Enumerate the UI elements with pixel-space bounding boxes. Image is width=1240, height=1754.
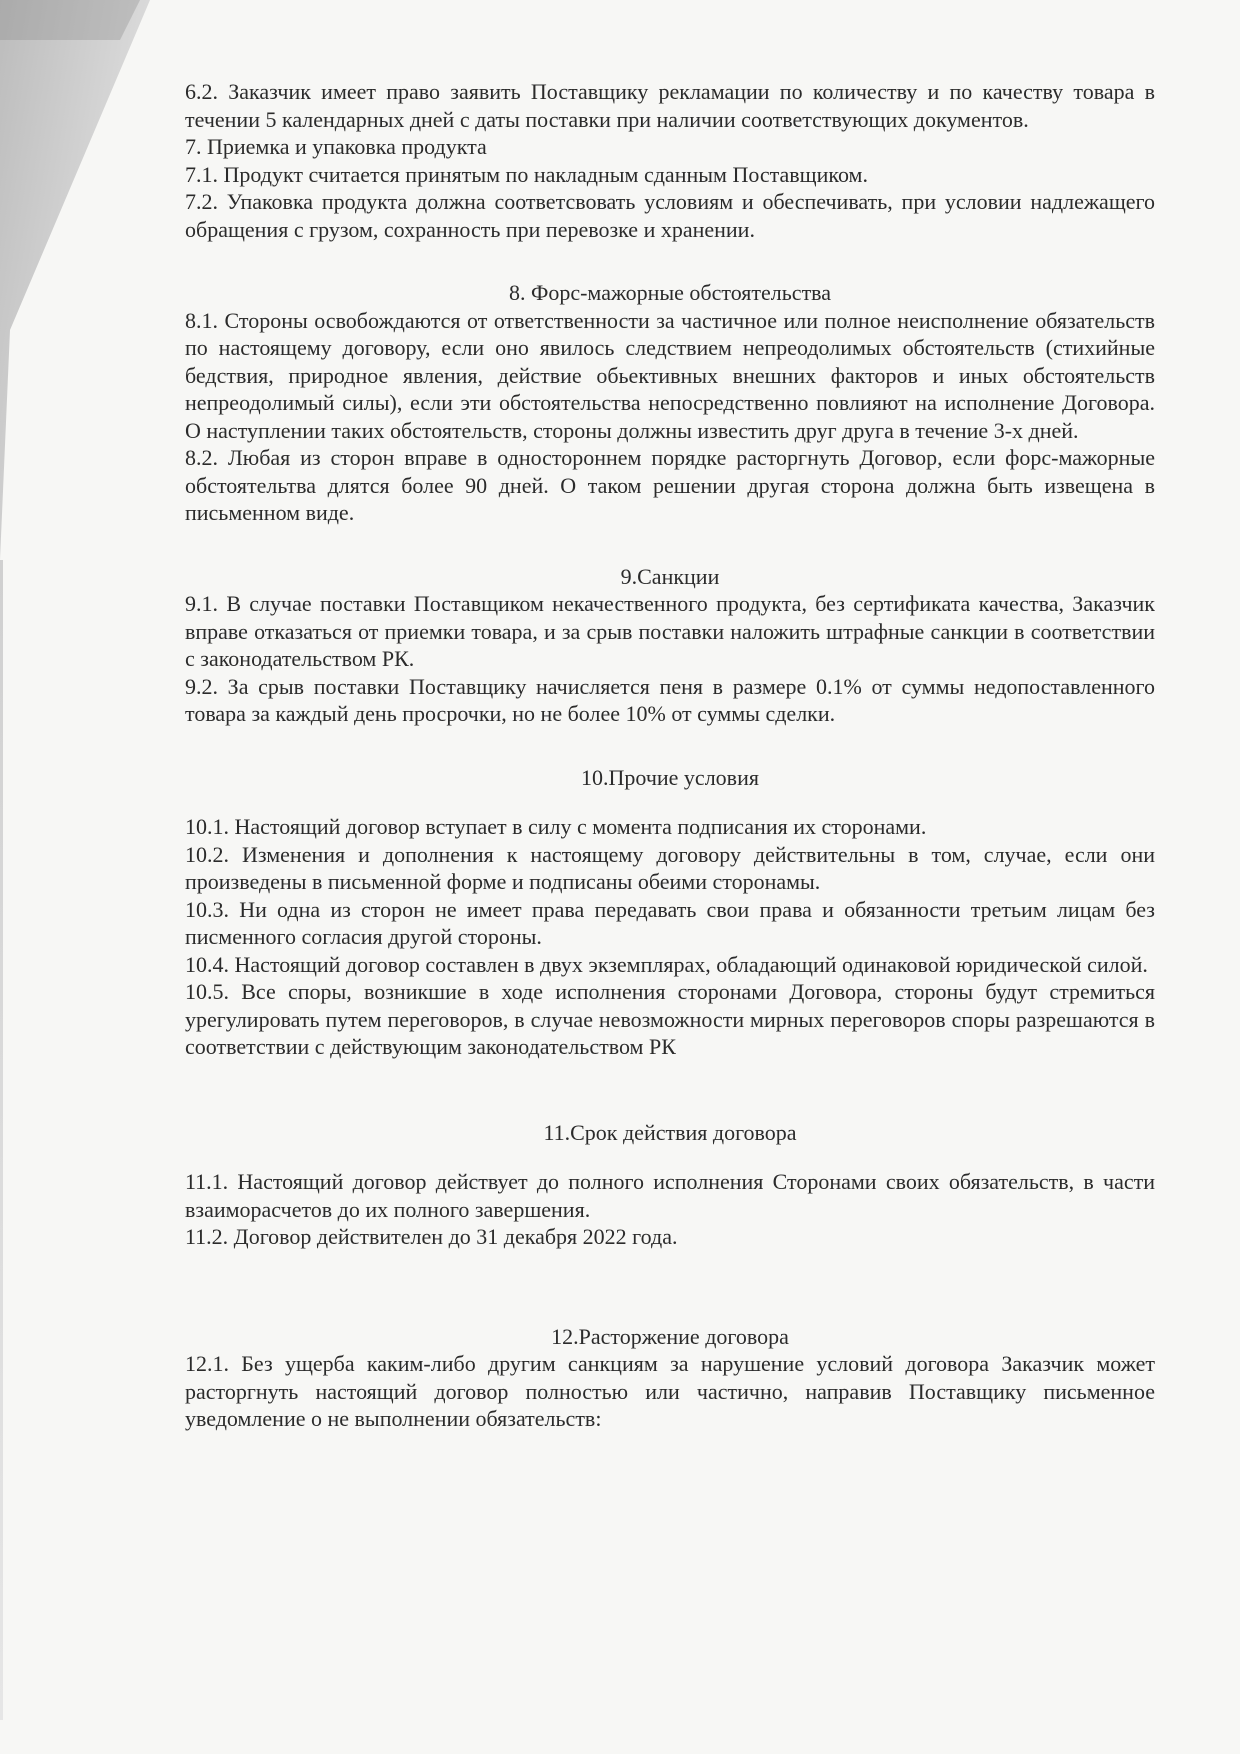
document-page xyxy=(185,78,1155,1433)
clause-7-1: 7.1. Продукт считается принятым по накладным сданным Поставщиком. xyxy=(185,161,868,187)
clause-9-2: 9.2. За срыв поставки Поставщику начисляется пеня в размере 0.1% от суммы недопоставленного товара за каждый день просрочки, но не более 10% от суммы сделки. xyxy=(185,673,1155,726)
section-7-title: 7. Приемка и упаковка продукта xyxy=(185,134,487,159)
section-9-title: 9.Санкции xyxy=(620,563,720,589)
clause-10-3: 10.3. Ни одна из сторон не имеет права передавать свои права и обязанности третьим лицам без писменного согласия другой стороны. xyxy=(185,896,1155,949)
section-11-title: 11.Срок действия договора xyxy=(543,1119,797,1145)
clause-7-2: 7.2. Упаковка продукта должна соответсвовать условиям и обеспечивать, при условии надлежащего обращения с грузом, сохранность при перевозке и хранении. xyxy=(185,189,1155,242)
section-10-title: 10.Прочие условия xyxy=(581,764,759,790)
scan-fold-shadow xyxy=(0,0,170,560)
clause-10-2: 10.2. Изменения и дополнения к настоящему договору действительны в том, случае, если они произведены в письменной форме и подписаны обеими сторонамы. xyxy=(185,841,1155,894)
clause-12-1: 12.1. Без ущерба каким-либо другим санкциям за нарушение условий договора Заказчик может расторгнуть настоящий договор полностью или частично, направив Поставщику письменное уведомление о не выполнении обязательств: xyxy=(185,1351,1155,1431)
section-8-title: 8. Форс-мажорные обстоятельства xyxy=(508,280,832,305)
clause-10-4: 10.4. Настоящий договор составлен в двух экземплярах, обладающий одинаковой юридической силой. xyxy=(185,951,1148,977)
clause-10-1: 10.1. Настоящий договор вступает в силу с момента подписания их сторонами. xyxy=(185,814,927,839)
clause-8-1: 8.1. Стороны освобождаются от ответственности за частичное или полное неисполнение обязательств по настоящему договору, если оно явилось следствием непреодолимых обстоятельств (стихийные бедствия, природное явления, действие обьективных внешних факторов и иных обстоятельств непреодолимый силы), если эти обстоятельства непосредственно повлияют на исполнение Договора. О наступлении таких обстоятельств, стороны должны известить друг друга в течение 3-х дней. xyxy=(185,307,1155,443)
spacer xyxy=(185,791,1155,813)
spacer xyxy=(185,243,1155,279)
section-12-title: 12.Расторжение договора xyxy=(551,1323,789,1349)
clause-10-5: 10.5. Все споры, возникшие в ходе исполнения сторонами Договора, стороны будут стремиться урегулировать путем переговоров, в случае невозможности мирных переговоров споры разрешаются в соответствии с действующим законодательством РК xyxy=(185,979,1155,1059)
spacer xyxy=(185,728,1155,764)
spacer xyxy=(185,527,1155,563)
scan-corner-shadow xyxy=(0,0,140,40)
clause-8-2: 8.2. Любая из сторон вправе в одностороннем порядке расторгнуть Договор, если форс-мажорные обстоятельтва длятся более 90 дней. О таком решении другая сторона должна быть извещена в письменном виде. xyxy=(185,445,1155,525)
spacer xyxy=(185,1251,1155,1323)
clause-11-2: 11.2. Договор действителен до 31 декабря 2022 года. xyxy=(185,1224,678,1249)
clause-11-1: 11.1. Настоящий договор действует до полного исполнения Сторонами своих обязательств, в части взаиморасчетов до их полного завершения. xyxy=(185,1169,1155,1222)
scan-left-edge xyxy=(0,560,3,1720)
spacer xyxy=(185,1061,1155,1119)
spacer xyxy=(185,1146,1155,1168)
clause-6-2: 6.2. Заказчик имеет право заявить Поставщику рекламации по количеству и по качеству товара в течении 5 календарных дней с даты поставки при наличии соответствующих документов. xyxy=(185,79,1155,132)
clause-9-1: 9.1. В случае поставки Поставщиком некачественного продукта, без сертификата качества, Заказчик вправе отказаться от приемки товара, и за срыв поставки наложить штрафные санкции в соответствии с законодательством РК. xyxy=(185,591,1155,671)
